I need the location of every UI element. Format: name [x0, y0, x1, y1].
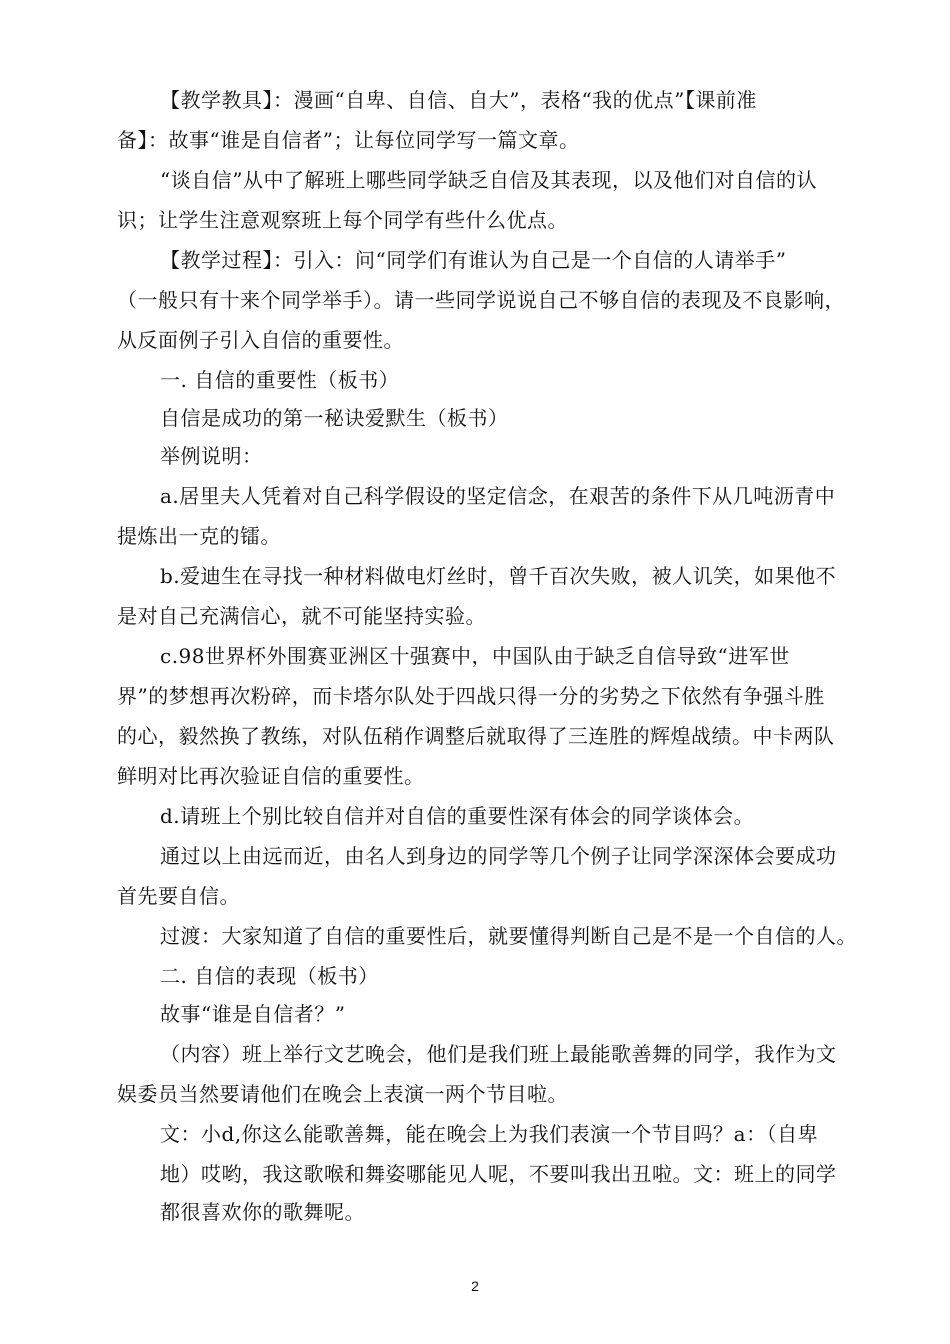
text-line: 故事“谁是自信者？”: [160, 1002, 346, 1026]
text-line: 都很喜欢你的歌舞呢。: [160, 1200, 365, 1224]
text-line: 首先要自信。: [117, 884, 240, 908]
text-line: 地）哎哟，我这歌喉和舞姿哪能见人呢，不要叫我出丑啦。文：班上的同学: [160, 1162, 837, 1186]
text-line: 的心，毅然换了教练，对队伍稍作调整后就取得了三连胜的辉煌战绩。中卡两队: [117, 724, 835, 748]
text-line: b.爱迪生在寻找一种材料做电灯丝时，曾千百次失败，被人讥笑，如果他不: [160, 564, 837, 588]
text-line: （内容）班上举行文艺晚会，他们是我们班上最能歌善舞的同学，我作为文: [160, 1042, 837, 1066]
text-line: a.居里夫人凭着对自己科学假设的坚定信念，在艰苦的条件下从几吨沥青中: [160, 484, 836, 508]
text-line: 过渡：大家知道了自信的重要性后，就要懂得判断自己是不是一个自信的人。: [160, 924, 857, 948]
text-line: 文：小d,你这么能歌善舞，能在晚会上为我们表演一个节目吗？a：（自卑: [160, 1122, 819, 1146]
text-line: 自信是成功的第一秘诀爱默生（板书）: [160, 406, 509, 430]
text-line: 是对自己充满信心，就不可能坚持实验。: [117, 604, 486, 628]
text-line: 【教学教具】：漫画“自卑、自信、自大”，表格“我的优点”【课前准: [160, 88, 757, 112]
text-line: 识；让学生注意观察班上每个同学有些什么优点。: [117, 208, 568, 232]
text-line: 通过以上由远而近，由名人到身边的同学等几个例子让同学深深体会要成功: [160, 844, 837, 868]
text-line: 备】：故事“谁是自信者”；让每位同学写一篇文章。: [117, 128, 580, 152]
text-line: c.98世界杯外围赛亚洲区十强赛中，中国队由于缺乏自信导致“进军世: [160, 644, 790, 668]
text-line: d.请班上个别比较自信并对自信的重要性深有体会的同学谈体会。: [160, 804, 755, 828]
text-line: 举例说明：: [160, 444, 263, 468]
text-line: 【教学过程】：引入：问“同学们有谁认为自己是一个自信的人请举手”: [160, 248, 787, 272]
text-line: 界”的梦想再次粉碎，而卡塔尔队处于四战只得一分的劣势之下依然有争强斗胜: [117, 684, 825, 708]
text-line: 娱委员当然要请他们在晚会上表演一两个节目啦。: [117, 1082, 568, 1106]
text-line: 鲜明对比再次验证自信的重要性。: [117, 764, 425, 788]
section-heading: 二. 自信的表现（板书）: [160, 964, 379, 988]
text-line: （一般只有十来个同学举手）。请一些同学说说自己不够自信的表现及不良影响，: [117, 288, 845, 312]
text-line: “谈自信”从中了解班上哪些同学缺乏自信及其表现，以及他们对自信的认: [160, 168, 817, 192]
page-number: 2: [471, 1278, 479, 1294]
text-line: 提炼出一克的镭。: [117, 524, 281, 548]
section-heading: 一. 自信的重要性（板书）: [160, 368, 400, 392]
text-line: 从反面例子引入自信的重要性。: [117, 328, 404, 352]
